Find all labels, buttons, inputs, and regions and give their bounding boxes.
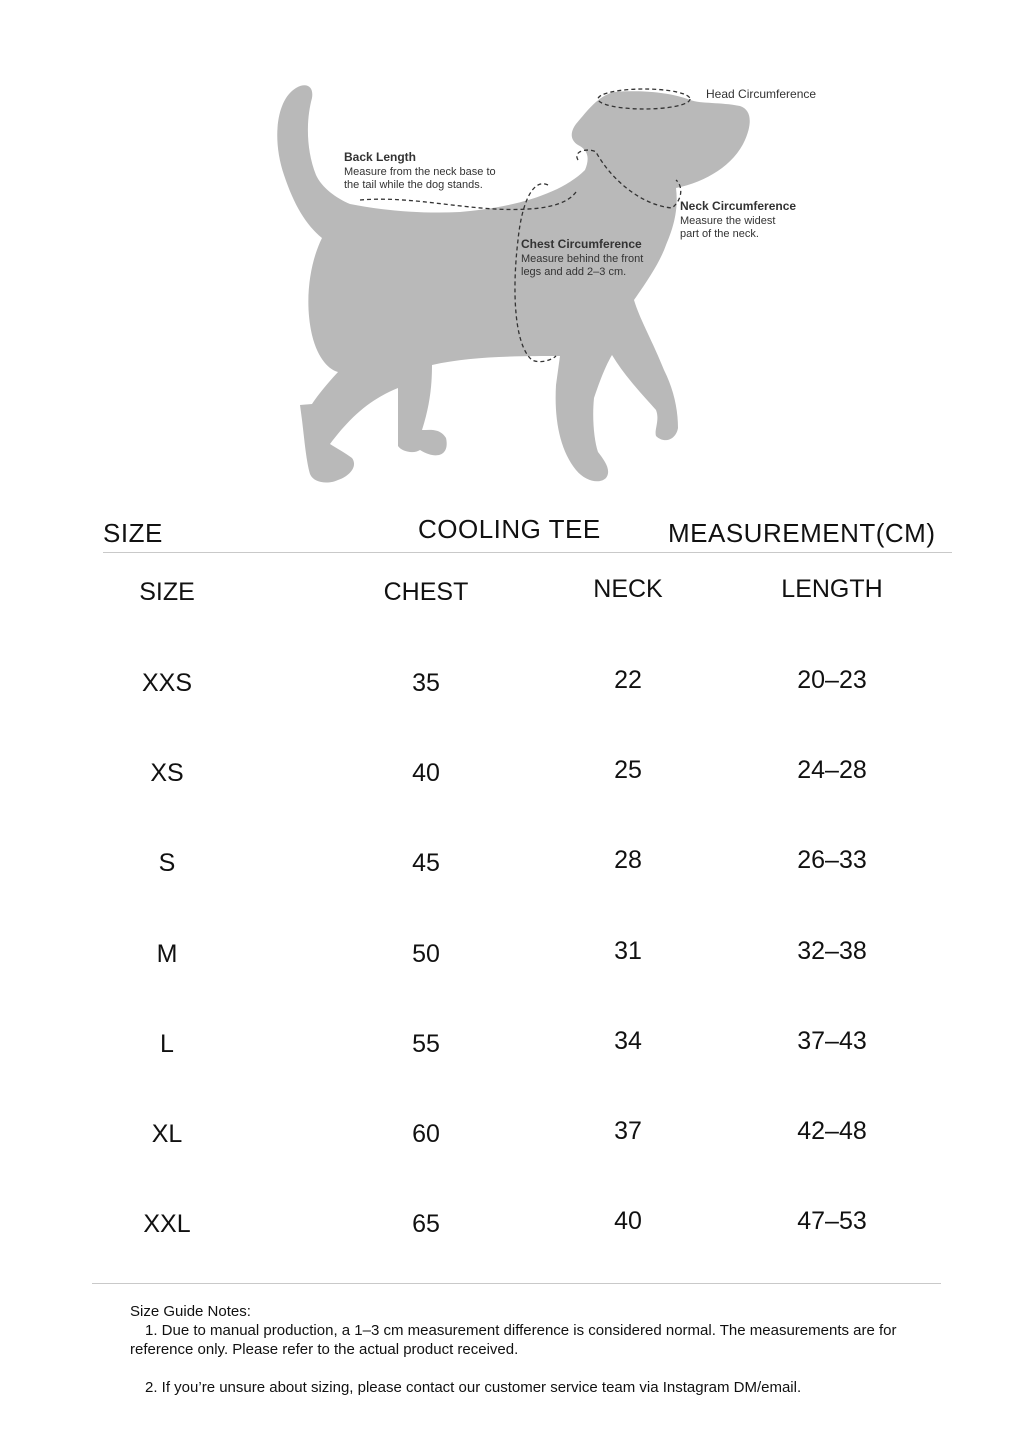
neck-circumference-title: Neck Circumference <box>680 199 797 213</box>
size-guide-notes <box>130 1302 930 1397</box>
head-circumference-title: Head Circumference <box>706 87 817 101</box>
chest-circumference-title: Chest Circumference <box>521 237 642 251</box>
column-header-neck: NECK <box>593 575 663 603</box>
cell-size: L <box>160 1030 174 1058</box>
note-1: 1. Due to manual production, a 1–3 cm measurement difference is considered normal. The measurements are for reference only. Please refer to the actual product received. <box>130 1322 897 1358</box>
cell-size: XXL <box>143 1210 191 1238</box>
cell-neck: 40 <box>614 1207 642 1235</box>
column-header-size: SIZE <box>139 578 195 606</box>
neck-label <box>680 199 796 240</box>
dog-measurement-diagram <box>0 0 1024 500</box>
cell-neck: 37 <box>614 1117 642 1145</box>
back-label <box>344 150 496 191</box>
cell-chest: 45 <box>412 849 440 877</box>
cell-neck: 31 <box>614 937 642 965</box>
cell-chest: 65 <box>412 1210 440 1238</box>
cell-size: XXS <box>141 669 193 697</box>
cell-length: 37–43 <box>797 1027 867 1055</box>
head-label <box>706 87 816 101</box>
column-header-chest: CHEST <box>383 578 469 606</box>
chest-circumference-desc-2: legs and add 2–3 cm. <box>521 266 627 278</box>
cell-size: XS <box>150 759 184 787</box>
cell-neck: 34 <box>614 1027 642 1055</box>
cell-length: 24–28 <box>797 756 867 784</box>
back-length-desc-1: Measure from the neck base to <box>344 166 496 178</box>
cell-length: 20–23 <box>797 666 867 694</box>
cell-chest: 35 <box>412 669 440 697</box>
cell-chest: 50 <box>412 940 440 968</box>
chest-circumference-desc-1: Measure behind the front <box>521 253 644 265</box>
cell-neck: 28 <box>614 846 642 874</box>
notes-title: Size Guide Notes: <box>130 1303 251 1320</box>
cell-chest: 60 <box>412 1120 440 1148</box>
cell-length: 32–38 <box>797 937 867 965</box>
dog-silhouette <box>277 85 749 482</box>
product-title: COOLING TEE <box>418 514 601 544</box>
cell-chest: 40 <box>412 759 440 787</box>
neck-circumference-desc-2: part of the neck. <box>680 228 759 240</box>
cell-neck: 22 <box>614 666 642 694</box>
top-divider <box>103 552 952 553</box>
back-length-title: Back Length <box>344 150 417 164</box>
neck-circumference-desc-1: Measure the widest <box>680 215 776 227</box>
cell-neck: 25 <box>614 756 642 784</box>
bottom-divider <box>92 1283 941 1284</box>
chest-label <box>521 237 643 278</box>
cell-length: 47–53 <box>797 1207 867 1235</box>
cell-length: 26–33 <box>797 846 867 874</box>
back-length-desc-2: the tail while the dog stands. <box>344 179 483 191</box>
cell-length: 42–48 <box>797 1117 867 1145</box>
header-size-label: SIZE <box>103 518 163 548</box>
cell-chest: 55 <box>412 1030 440 1058</box>
column-header-length: LENGTH <box>781 575 883 603</box>
measurement-unit-label: MEASUREMENT(CM) <box>668 518 936 548</box>
cell-size: M <box>156 940 178 968</box>
cell-size: XL <box>151 1120 183 1148</box>
cell-size: S <box>158 849 176 877</box>
note-2: 2. If you’re unsure about sizing, please contact our customer service team via Instagram DM/email. <box>145 1379 802 1396</box>
